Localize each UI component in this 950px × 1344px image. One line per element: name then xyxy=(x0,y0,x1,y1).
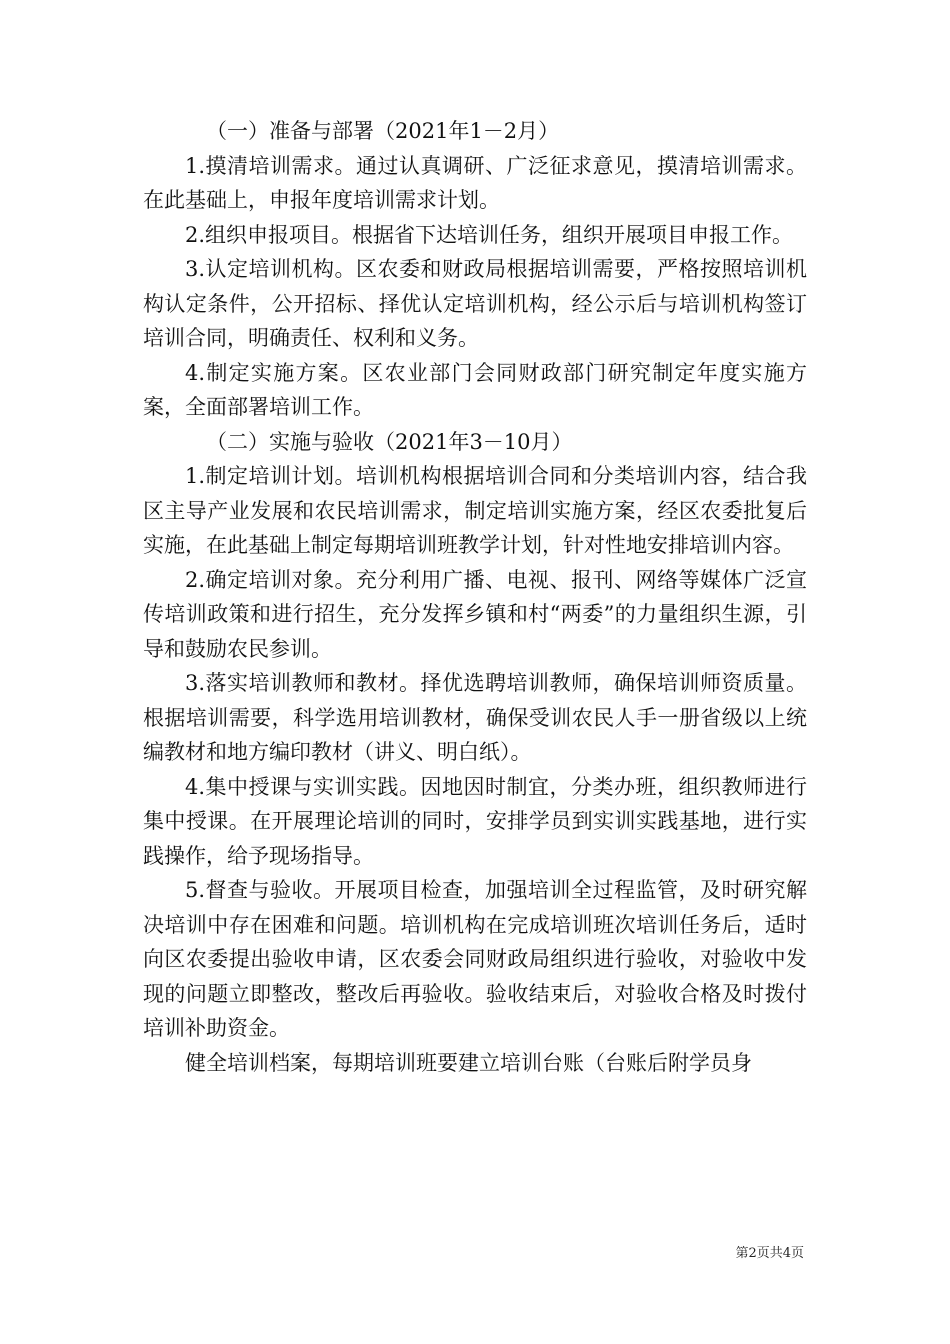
paragraph: 2.确定培训对象。充分利用广播、电视、报刊、网络等媒体广泛宣传培训政策和进行招生，充分发挥乡镇和村“两委”的力量组织生源，引导和鼓励农民参训。 xyxy=(143,567,807,661)
paragraph: 4.制定实施方案。区农业部门会同财政部门研究制定年度实施方案，全面部署培训工作。 xyxy=(143,360,807,419)
paragraph: 2.组织申报项目。根据省下达培训任务，组织开展项目申报工作。 xyxy=(185,222,794,247)
paragraph: 1.摸清培训需求。通过认真调研、广泛征求意见，摸清培训需求。在此基础上，申报年度培训需求计划。 xyxy=(143,153,807,212)
paragraph: 5.督查与验收。开展项目检查，加强培训全过程监管，及时研究解决培训中存在困难和问题。培训机构在完成培训班次培训任务后，适时向区农委提出验收申请，区农委会同财政局组织进行验收，对验收中发现的问题立即整改，整改后再验收。验收结束后，对验收合格及时拨付培训补助资金。 xyxy=(143,878,807,1040)
section-heading-1: （一）准备与部署（2021年1－2月） xyxy=(206,119,560,143)
paragraph: 4.集中授课与实训实践。因地因时制宜，分类办班，组织教师进行集中授课。在开展理论培训的同时，安排学员到实训实践基地，进行实践操作，给予现场指导。 xyxy=(143,774,807,868)
paragraph: 健全培训档案，每期培训班要建立培训台账（台账后附学员身 xyxy=(185,1050,752,1075)
document-body xyxy=(143,114,807,1080)
paragraph: 1.制定培训计划。培训机构根据培训合同和分类培训内容，结合我区主导产业发展和农民培训需求，制定培训实施方案，经区农委批复后实施，在此基础上制定每期培训班教学计划，针对性地安排培训内容。 xyxy=(143,464,807,557)
paragraph: 3.落实培训教师和教材。择优选聘培训教师，确保培训师资质量。根据培训需要，科学选用培训教材，确保受训农民人手一册省级以上统编教材和地方编印教材（讲义、明白纸）。 xyxy=(143,671,807,764)
page-number: 第2页共4页 xyxy=(735,1246,804,1261)
section-heading-2: （二）实施与验收（2021年3－10月） xyxy=(206,429,573,454)
paragraph: 3.认定培训机构。区农委和财政局根据培训需要，严格按照培训机构认定条件，公开招标、择优认定培训机构，经公示后与培训机构签订培训合同，明确责任、权利和义务。 xyxy=(143,257,807,350)
